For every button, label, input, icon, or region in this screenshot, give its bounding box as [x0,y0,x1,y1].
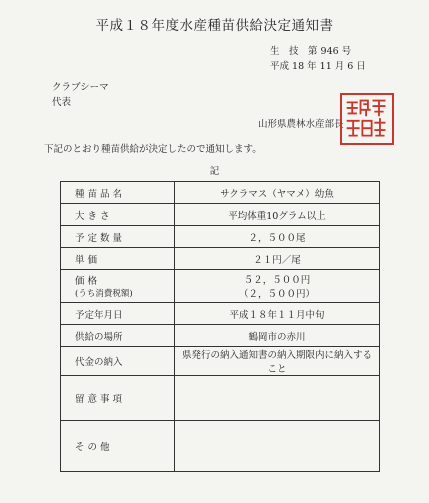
table-row [61,204,380,226]
intro-text: 下記のとおり種苗供給が決定したので通知します。 [44,144,262,155]
sender-name: 山形県農林水産部長 [258,119,344,130]
row-label: 留 意 事 項 [61,376,175,421]
document-title: 平成１８年度水産種苗供給決定通知書 [95,18,334,34]
tax-label: (うち消費税額) [75,289,133,299]
table-row [61,303,380,325]
table-row [61,347,380,376]
row-value [175,421,380,472]
row-value: ２，５００尾 [175,226,380,248]
table-row [61,270,380,303]
row-value: サクラマス（ヤマメ）幼魚 [175,182,380,204]
row-label: そ の 他 [61,421,175,472]
row-label: 代金の納入 [61,347,175,376]
row-label: 単 価 [61,248,175,270]
row-label [61,270,175,303]
row-value: 鶴岡市の赤川 [175,325,380,347]
table-row [61,325,380,347]
document-date: 平成 18 年 11 月 6 日 [270,61,366,72]
table-row [61,248,380,270]
supply-details-table [60,181,380,472]
ki-marker: 記 [209,166,220,177]
row-value: 平成１８年１１月中旬 [175,303,380,325]
row-value: ２１円／尾 [175,248,380,270]
tax-value: （２，５００円） [238,289,315,300]
official-seal-icon [340,93,394,145]
table-row [61,182,380,204]
row-value: 平均体重10グラム以上 [175,204,380,226]
row-label: 予定年月日 [61,303,175,325]
table-row [61,376,380,421]
recipient-name: クラブシーマ [52,82,109,93]
recipient-role: 代表 [52,97,72,108]
row-value [175,376,380,421]
table-row [61,226,380,248]
row-value [175,270,380,303]
row-value: 県発行の納入通知書の納入期限内に納入すること [175,347,380,376]
row-label: 供給の場所 [61,325,175,347]
price-value: ５２，５００円 [243,275,311,286]
row-label: 種 苗 品 名 [61,182,175,204]
document-number: 生 技 第 946 号 [270,46,352,57]
table-row [61,421,380,472]
row-label: 大 き さ [61,204,175,226]
row-label: 予 定 数 量 [61,226,175,248]
price-label: 価 格 [75,276,98,287]
